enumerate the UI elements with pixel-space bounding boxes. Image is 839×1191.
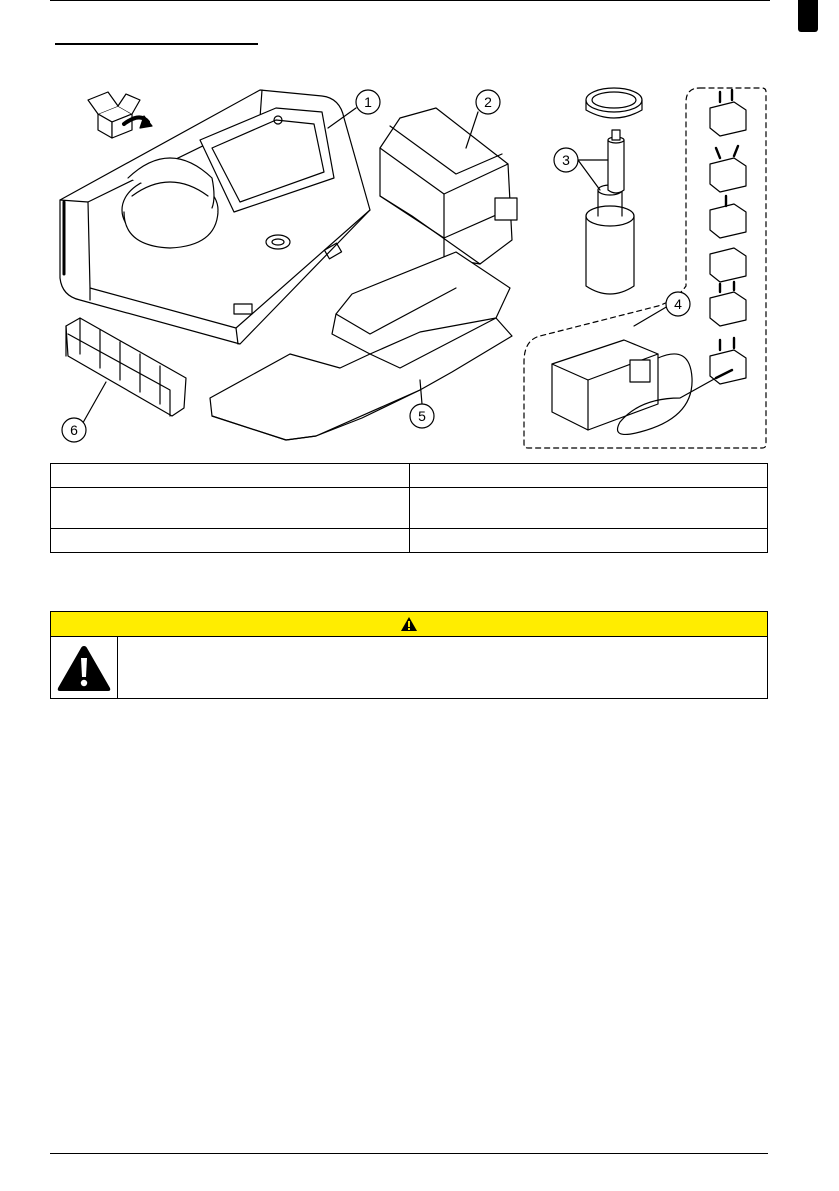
callout-2-label: 2 [484, 94, 492, 110]
product-components-figure [40, 78, 780, 454]
carry-case-drawing [380, 108, 517, 264]
sample-cell-drawing [586, 88, 642, 294]
caution-body [51, 637, 767, 699]
section-heading-underline [55, 43, 258, 45]
table-cell [51, 464, 410, 488]
top-rule [50, 0, 770, 1]
table-cell [51, 488, 410, 529]
hazard-pictogram-icon [56, 644, 112, 692]
table-cell [409, 529, 768, 553]
footer-rule [50, 1153, 768, 1154]
callout-3-label: 3 [562, 152, 570, 168]
figure-legend-table [50, 463, 768, 553]
plug-adapters-drawing [710, 90, 746, 384]
warning-triangle-icon [400, 616, 418, 632]
callout-4-label: 4 [674, 296, 682, 312]
page-tab-marker [798, 0, 818, 32]
callout-5-label: 5 [418, 408, 426, 424]
caution-pictogram-cell [51, 637, 118, 699]
table-row [51, 488, 768, 529]
table-cell [409, 464, 768, 488]
callout-3 [554, 148, 578, 172]
caution-box [50, 611, 768, 699]
unpack-box-icon [88, 92, 152, 138]
callout-1-label: 1 [364, 94, 372, 110]
cell-rack-drawing [66, 318, 186, 416]
caution-header [51, 612, 767, 637]
callout-4 [666, 292, 690, 316]
callout-2 [476, 90, 500, 114]
callout-1 [356, 90, 380, 114]
table-row [51, 529, 768, 553]
callout-5 [410, 404, 434, 428]
table-row [51, 464, 768, 488]
table-cell [409, 488, 768, 529]
callout-6-label: 6 [70, 422, 78, 438]
caution-text [118, 637, 767, 699]
callout-6 [62, 418, 86, 442]
table-cell [51, 529, 410, 553]
power-supply-drawing [552, 340, 732, 434]
